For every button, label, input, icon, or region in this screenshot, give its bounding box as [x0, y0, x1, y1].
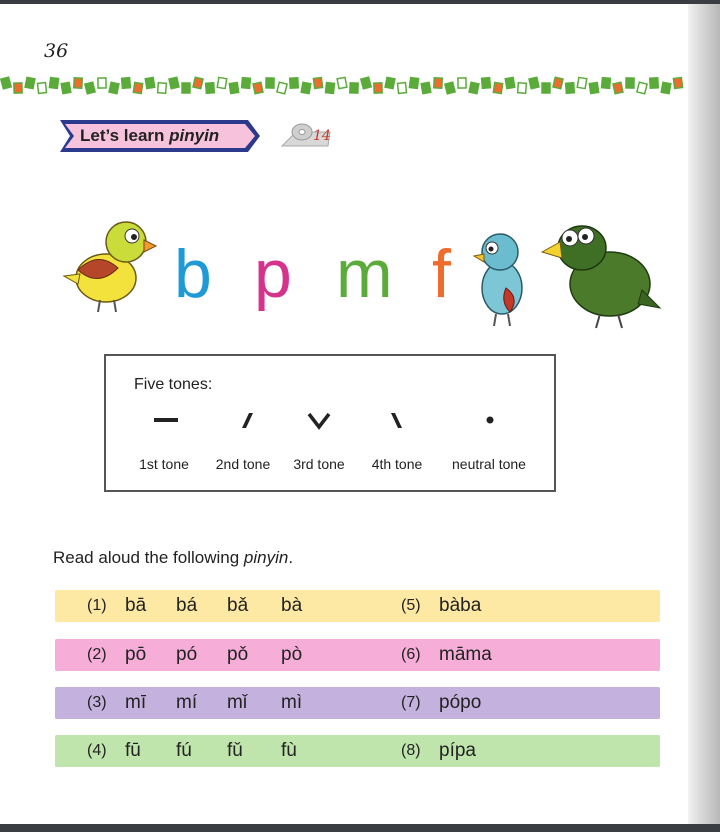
practice-row [55, 639, 660, 671]
syllable: mì [281, 692, 303, 713]
border-tile [482, 78, 491, 89]
neutral-tone-mark-icon [460, 408, 520, 432]
instruction-prefix: Read aloud the following [53, 548, 244, 567]
border-tile [193, 77, 203, 89]
border-tile [397, 83, 406, 94]
syllable: pō [125, 644, 147, 665]
tone-label-1: 1st tone [139, 456, 189, 472]
initial-p: p [254, 236, 292, 312]
syllable: fū [125, 740, 141, 761]
syllable: pó [176, 644, 198, 665]
syllable: pò [281, 644, 303, 665]
border-tile [434, 78, 443, 88]
border-tile [37, 83, 46, 94]
border-tile [445, 82, 455, 94]
border-tile [626, 78, 634, 88]
title-italic: pinyin [169, 126, 220, 145]
border-tile [325, 83, 334, 94]
tones-title: Five tones: [134, 376, 213, 393]
syllable: fù [281, 740, 297, 761]
row-number: (3) [87, 694, 107, 711]
border-tile [169, 77, 179, 89]
border-tile [74, 78, 83, 88]
border-tile [25, 77, 35, 88]
border-tile [49, 78, 58, 89]
border-tile [14, 83, 22, 93]
border-tile [493, 82, 502, 93]
word: pípa [439, 740, 476, 761]
second-tone-mark-icon [216, 408, 276, 432]
border-tile [637, 82, 647, 94]
instruction-text [53, 548, 293, 568]
border-tile [469, 82, 479, 93]
border-tile [553, 77, 563, 89]
tone-label-4: 4th tone [371, 456, 423, 472]
border-tile [277, 82, 287, 94]
row-number: (1) [87, 597, 107, 614]
border-tile [313, 78, 322, 89]
border-tile [145, 77, 154, 88]
border-tile [158, 83, 167, 94]
border-tile [374, 83, 382, 93]
practice-row [55, 687, 660, 719]
border-tile [266, 78, 274, 88]
border-tile [98, 78, 106, 88]
tones-box [104, 354, 556, 492]
word: pópo [439, 692, 482, 713]
border-tile [206, 83, 215, 94]
syllable: fú [176, 740, 192, 761]
yellow-bird-icon [58, 210, 158, 318]
blue-bird-icon [470, 228, 528, 328]
border-tile [409, 78, 418, 89]
row-number: (6) [401, 646, 421, 663]
row-number: (5) [401, 597, 421, 614]
book-spine [688, 4, 720, 824]
border-tile [361, 77, 371, 89]
practice-row [55, 590, 660, 622]
border-tile [182, 83, 190, 93]
border-tile [109, 82, 119, 93]
audio-track-number: 14 [313, 128, 331, 144]
border-tile [350, 83, 358, 93]
border-tile [122, 78, 131, 89]
green-bird-icon [538, 212, 662, 334]
border-tile [566, 83, 575, 94]
tone-label-2: 2nd tone [215, 456, 271, 472]
border-tile [458, 78, 466, 88]
tone-label-3: 3rd tone [293, 456, 345, 472]
border-tile [229, 82, 238, 93]
border-tile [133, 82, 142, 93]
syllable: mī [125, 692, 147, 713]
initial-f: f [432, 236, 451, 312]
border-tile [673, 78, 682, 89]
word: māma [439, 644, 492, 665]
syllable: fǔ [227, 740, 243, 761]
syllable: pǒ [227, 644, 249, 665]
fourth-tone-mark-icon [368, 408, 428, 432]
border-tile [518, 83, 527, 94]
border-tile [385, 77, 395, 88]
border-tile [337, 77, 347, 88]
syllable: mí [176, 692, 198, 713]
border-tile [85, 82, 95, 94]
row-number: (8) [401, 742, 421, 759]
syllable: bà [281, 595, 303, 616]
border-tile [61, 82, 71, 93]
border-tile [529, 77, 539, 89]
border-tile [290, 78, 299, 88]
page-number: 36 [44, 40, 69, 62]
tone-label-5: neutral tone [452, 456, 526, 472]
border-tile [301, 82, 311, 93]
border-tile [542, 83, 550, 93]
third-tone-mark-icon [289, 408, 349, 432]
border-tile [242, 78, 251, 89]
border-tile [650, 78, 659, 88]
title-prefix: Let’s learn [80, 126, 170, 145]
row-number: (7) [401, 694, 421, 711]
instruction-italic: pinyin [243, 548, 289, 567]
decorative-border [0, 72, 690, 102]
syllable: bā [125, 595, 147, 616]
border-tile [253, 82, 263, 93]
section-title [80, 126, 219, 146]
initial-b: b [174, 236, 212, 312]
initial-m: m [336, 236, 393, 312]
border-tile [613, 82, 623, 93]
instruction-suffix: . [288, 548, 294, 567]
practice-row [55, 735, 660, 767]
word: bàba [439, 595, 482, 616]
syllable: bá [176, 595, 198, 616]
border-tile [577, 77, 586, 88]
border-tile [421, 82, 431, 93]
bottom-edge [0, 824, 720, 832]
border-tile [505, 77, 514, 88]
border-tile [589, 82, 598, 93]
border-tile [1, 77, 11, 89]
border-tile [217, 77, 226, 88]
syllable: bǎ [227, 595, 249, 616]
syllable: mǐ [227, 692, 248, 713]
border-tile [602, 78, 611, 89]
first-tone-mark-icon [136, 408, 196, 432]
border-tile [661, 82, 671, 93]
row-number: (2) [87, 646, 107, 663]
row-number: (4) [87, 742, 107, 759]
